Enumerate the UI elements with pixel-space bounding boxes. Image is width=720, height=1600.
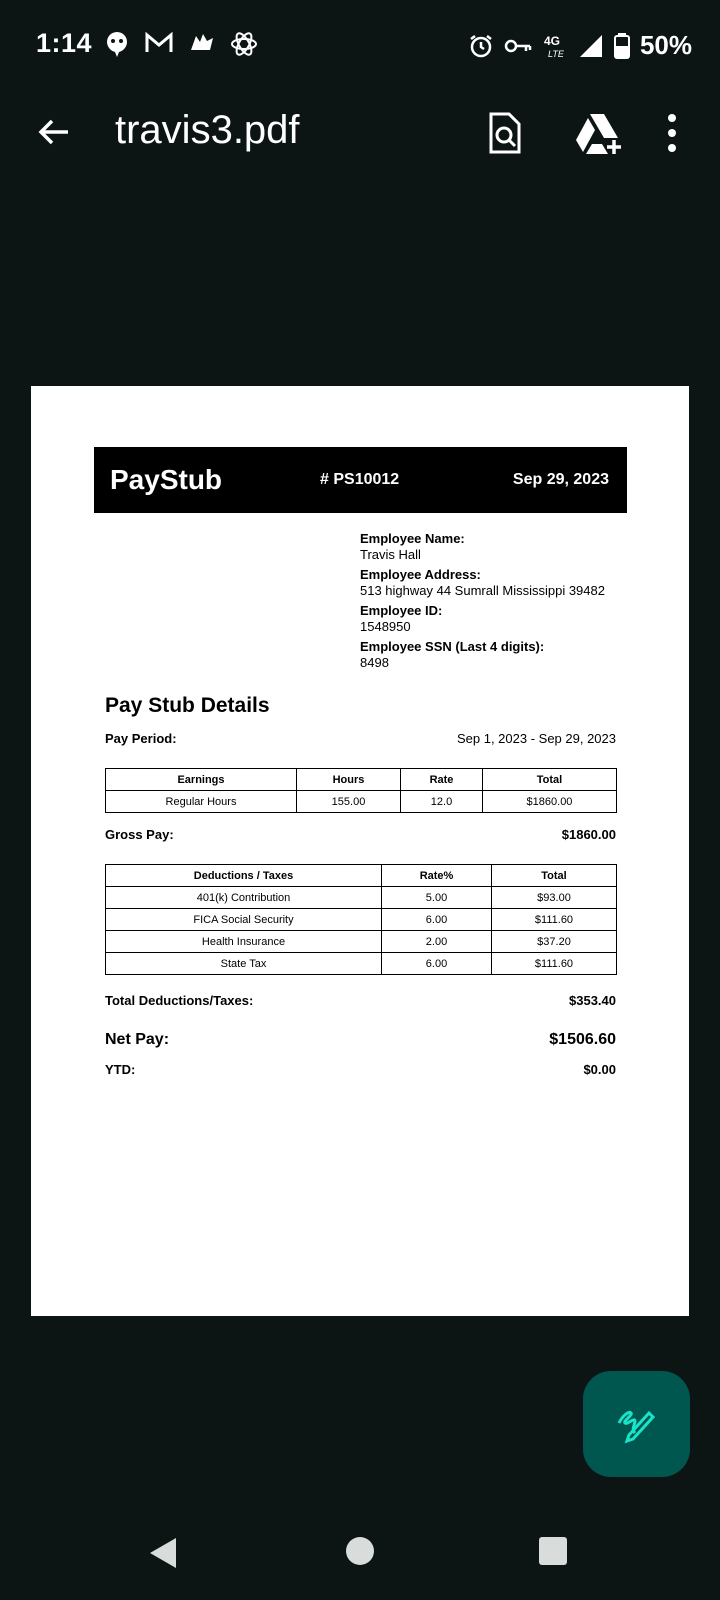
find-in-document-icon[interactable]: [482, 110, 528, 156]
total-deductions-label: Total Deductions/Taxes:: [105, 993, 254, 1008]
pay-period-label: Pay Period:: [105, 731, 177, 746]
battery-icon: [614, 33, 630, 59]
pen-annotate-icon: [615, 1403, 657, 1445]
nav-recents-icon[interactable]: [538, 1536, 568, 1566]
vpn-key-icon: [504, 36, 532, 56]
employee-info: [360, 531, 605, 675]
table-header-cell: Rate: [401, 769, 483, 791]
navigation-bar: [0, 1520, 720, 1600]
total-deductions-value: $353.40: [569, 993, 616, 1008]
status-bar: [0, 0, 720, 90]
gross-pay-label: Gross Pay:: [105, 827, 174, 842]
ytd-label: YTD:: [105, 1062, 136, 1077]
deductions-table: [105, 864, 617, 975]
table-cell: $37.20: [492, 931, 617, 953]
paystub-header: [94, 447, 627, 513]
pdf-page[interactable]: [31, 386, 689, 1316]
table-cell: State Tax: [106, 953, 382, 975]
more-vert-icon[interactable]: [665, 110, 679, 156]
employee-id: 1548950: [360, 619, 411, 634]
table-header-row: [106, 769, 617, 791]
table-cell: Health Insurance: [106, 931, 382, 953]
alarm-icon: [468, 33, 494, 59]
table-cell: 155.00: [297, 791, 401, 813]
ytd-value: $0.00: [583, 1062, 616, 1077]
react-icon: [230, 30, 258, 58]
gmail-icon: [144, 30, 174, 56]
table-cell: 401(k) Contribution: [106, 887, 382, 909]
nav-home-icon[interactable]: [345, 1536, 375, 1566]
table-cell: 5.00: [382, 887, 492, 909]
table-row: [106, 931, 617, 953]
document-title: travis3.pdf: [115, 108, 300, 152]
app-bar: [0, 90, 720, 180]
table-cell: 2.00: [382, 931, 492, 953]
pay-period-value: Sep 1, 2023 - Sep 29, 2023: [456, 731, 616, 746]
gross-pay-value: $1860.00: [561, 827, 616, 842]
paystub-title: PayStub: [110, 464, 223, 495]
signal-icon: [578, 33, 604, 59]
table-row: [106, 909, 617, 931]
nav-back-icon[interactable]: [148, 1536, 178, 1570]
employee-address: 513 highway 44 Sumrall Mississippi 39482: [360, 583, 605, 598]
details-title: Pay Stub Details: [105, 694, 270, 717]
table-header-row: [106, 865, 617, 887]
annotate-button[interactable]: [583, 1371, 690, 1477]
net-pay-value: $1506.60: [549, 1031, 616, 1048]
battery-percent: 50%: [639, 30, 692, 60]
table-header-cell: Total: [492, 865, 617, 887]
notification-icons: [104, 30, 258, 58]
table-cell: 6.00: [382, 953, 492, 975]
table-row: [106, 953, 617, 975]
svg-text:4G: 4G: [543, 33, 560, 48]
table-cell: 6.00: [382, 909, 492, 931]
employee-name-label: Employee Name:: [360, 531, 465, 546]
employee-id-label: Employee ID:: [360, 603, 443, 618]
table-cell: $111.60: [492, 953, 617, 975]
table-header-cell: Rate%: [382, 865, 492, 887]
earnings-table: [105, 768, 617, 813]
table-row: [106, 887, 617, 909]
svg-text:LTE: LTE: [547, 48, 564, 59]
table-cell: Regular Hours: [106, 791, 297, 813]
table-header-cell: Deductions / Taxes: [106, 865, 382, 887]
table-cell: $111.60: [492, 909, 617, 931]
network-4g-lte-icon: [542, 33, 568, 59]
system-icons: [468, 30, 692, 61]
table-header-cell: Total: [483, 769, 617, 791]
table-cell: $93.00: [492, 887, 617, 909]
back-arrow-icon[interactable]: [34, 112, 74, 152]
table-row: [106, 791, 617, 813]
employee-ssn: 8498: [360, 655, 389, 670]
paystub-number: # PS10012: [320, 471, 400, 488]
table-header-cell: Earnings: [106, 769, 297, 791]
status-time: 1:14: [36, 28, 93, 58]
drive-add-icon[interactable]: [574, 110, 626, 156]
table-cell: FICA Social Security: [106, 909, 382, 931]
net-pay-label: Net Pay:: [105, 1031, 170, 1048]
leaf-icon: [188, 30, 216, 56]
employee-address-label: Employee Address:: [360, 567, 481, 582]
employee-ssn-label: Employee SSN (Last 4 digits):: [360, 639, 545, 654]
table-header-cell: Hours: [297, 769, 401, 791]
table-cell: 12.0: [401, 791, 483, 813]
employee-name: Travis Hall: [360, 547, 421, 562]
chat-bubble-icon: [104, 30, 130, 58]
table-cell: $1860.00: [483, 791, 617, 813]
paystub-date: Sep 29, 2023: [512, 471, 609, 488]
